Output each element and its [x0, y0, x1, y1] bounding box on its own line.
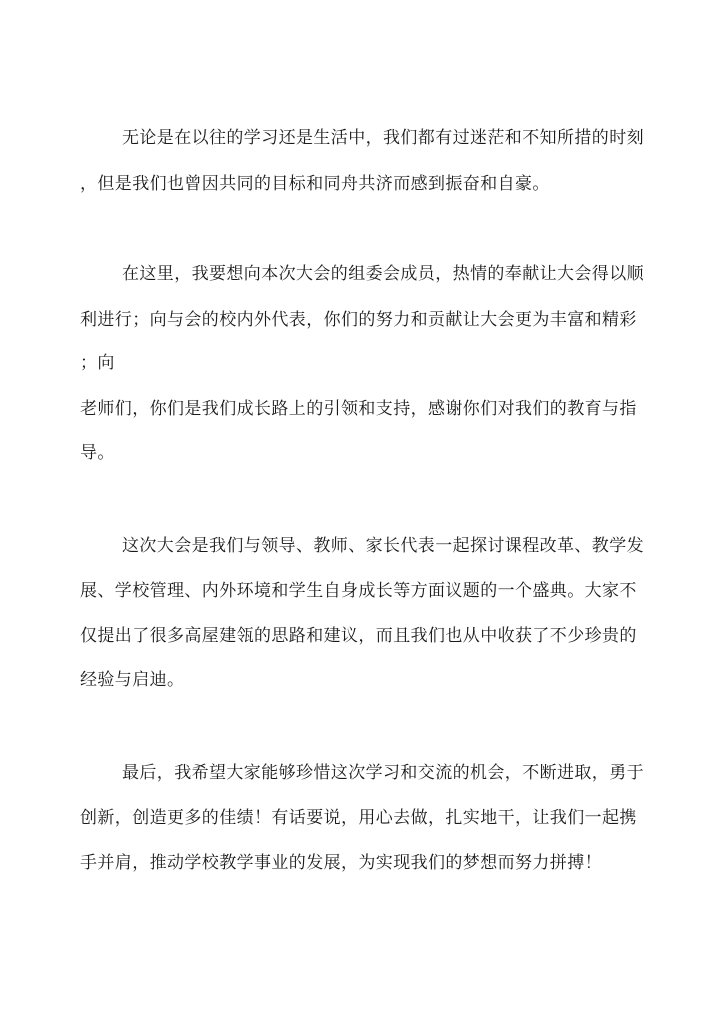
paragraph-line: ，但是我们也曾因共同的目标和同舟共济而感到振奋和自豪。	[80, 174, 550, 194]
paragraph-line: ；向	[80, 353, 115, 373]
paragraph-line: 展、学校管理、内外环境和学生自身成长等方面议题的一个盛典。大家不	[80, 581, 637, 601]
paragraph-line: 经验与启迪。	[80, 670, 185, 690]
paragraph-line: 创新，创造更多的佳绩！有话要说，用心去做，扎实地干，让我们一起携	[80, 808, 637, 828]
paragraph-line: 这次大会是我们与领导、教师、家长代表一起探讨课程改革、教学发	[122, 536, 644, 556]
paragraph-line: 在这里，我要想向本次大会的组委会成员，热情的奉献让大会得以顺	[122, 264, 644, 284]
paragraph-line: 手并肩，推动学校教学事业的发展，为实现我们的梦想而努力拼搏！	[80, 853, 602, 873]
paragraph-line: 利进行；向与会的校内外代表，你们的努力和贡献让大会更为丰富和精彩	[80, 310, 637, 330]
paragraph-line: 仅提出了很多高屋建瓴的思路和建议，而且我们也从中收获了不少珍贵的	[80, 626, 637, 646]
paragraph-line: 老师们，你们是我们成长路上的引领和支持，感谢你们对我们的教育与指	[80, 399, 637, 419]
paragraph-line: 最后，我希望大家能够珍惜这次学习和交流的机会，不断进取，勇于	[122, 763, 644, 783]
paragraph-line: 无论是在以往的学习还是生活中，我们都有过迷茫和不知所措的时刻	[122, 128, 644, 148]
paragraph-line: 导。	[80, 443, 115, 463]
